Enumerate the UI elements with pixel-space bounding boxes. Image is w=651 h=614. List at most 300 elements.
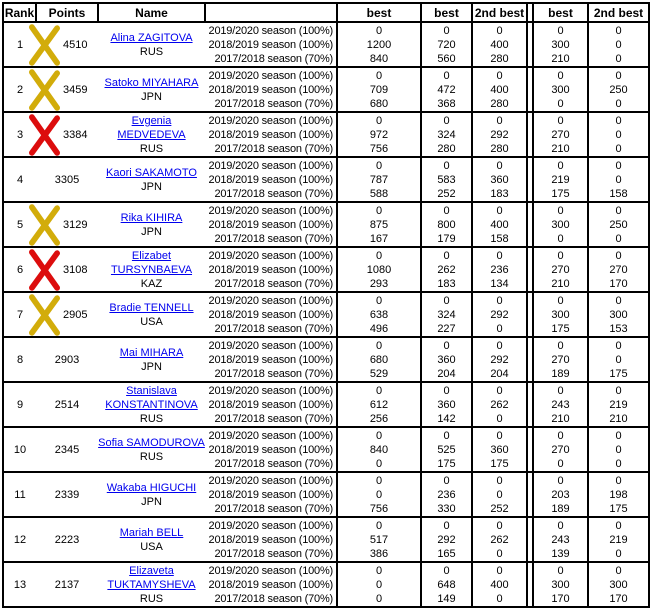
score-value: 680 [369, 353, 389, 366]
second-best-cell-1 [472, 292, 527, 337]
score-value: 648 [437, 578, 456, 591]
skater-link[interactable]: Alina ZAGITOVA [110, 31, 193, 44]
country-code: JPN [141, 495, 162, 508]
score-value: 588 [369, 187, 389, 200]
score-value: 189 [551, 367, 570, 380]
points-value: 4510 [63, 38, 88, 51]
score-value: 400 [490, 218, 509, 231]
best-cell-1 [337, 202, 421, 247]
score-value: 0 [615, 142, 622, 155]
score-value: 0 [615, 232, 622, 245]
season-cell [205, 112, 337, 157]
score-value: 0 [375, 457, 383, 470]
points-value: 2137 [54, 578, 80, 591]
second-best-cell-2 [588, 22, 649, 67]
score-value: 0 [443, 69, 450, 82]
score-value: 0 [375, 24, 383, 37]
score-value: 0 [615, 564, 622, 577]
rank-cell: 6 [3, 247, 36, 292]
best-cell-1 [337, 67, 421, 112]
score-value: 175 [490, 457, 509, 470]
score-value: 142 [437, 412, 456, 425]
season-label: 2017/2018 season (70%) [214, 547, 333, 560]
best-cell-3 [533, 67, 588, 112]
score-value: 0 [557, 159, 564, 172]
season-cell [205, 22, 337, 67]
second-best-header-1: 2nd best [472, 3, 527, 22]
skater-link[interactable]: Elizabet TURSYNBAEVA [110, 249, 193, 276]
country-code: JPN [141, 180, 162, 193]
second-best-cell-2 [588, 517, 649, 562]
second-best-cell-2 [588, 382, 649, 427]
table-row [3, 562, 649, 607]
season-label: 2017/2018 season (70%) [214, 457, 333, 470]
best-cell-1 [337, 472, 421, 517]
best-cell-2 [421, 67, 472, 112]
best-cell-2 [421, 202, 472, 247]
points-cell [36, 382, 98, 427]
score-value: 175 [437, 457, 456, 470]
season-label: 2018/2019 season (100%) [208, 173, 333, 186]
table-row [3, 112, 649, 157]
score-value: 183 [490, 187, 509, 200]
season-label: 2017/2018 season (70%) [214, 97, 333, 110]
second-best-cell-1 [472, 112, 527, 157]
score-value: 0 [375, 384, 383, 397]
score-value: 270 [551, 353, 570, 366]
name-cell [98, 517, 205, 562]
season-label: 2018/2019 season (100%) [208, 353, 333, 366]
score-value: 0 [615, 384, 622, 397]
score-value: 210 [551, 277, 570, 290]
second-best-cell-2 [588, 427, 649, 472]
score-value: 0 [443, 519, 450, 532]
score-value: 0 [496, 488, 503, 501]
second-best-cell-2 [588, 292, 649, 337]
rank-cell: 11 [3, 472, 36, 517]
country-code: USA [140, 540, 163, 553]
score-value: 0 [443, 249, 450, 262]
score-value: 720 [437, 38, 456, 51]
score-value: 0 [443, 474, 450, 487]
score-value: 0 [496, 69, 503, 82]
season-label: 2019/2020 season (100%) [208, 384, 333, 397]
points-cell [36, 427, 98, 472]
points-value: 3384 [63, 128, 88, 141]
score-value: 270 [551, 263, 570, 276]
best-cell-1 [337, 517, 421, 562]
best-cell-2 [421, 382, 472, 427]
score-value: 0 [557, 457, 564, 470]
score-value: 0 [496, 159, 503, 172]
score-value: 170 [609, 592, 628, 605]
score-value: 243 [551, 533, 570, 546]
best-cell-2 [421, 22, 472, 67]
score-value: 560 [437, 52, 456, 65]
score-value: 0 [615, 429, 622, 442]
season-label: 2019/2020 season (100%) [208, 564, 333, 577]
points-cell [36, 562, 98, 607]
season-label: 2019/2020 season (100%) [208, 24, 333, 37]
skater-link[interactable]: Satoko MIYAHARA [104, 76, 199, 89]
score-value: 179 [437, 232, 456, 245]
skater-link[interactable]: Stanislava KONSTANTINOVA [105, 384, 198, 411]
name-cell [98, 247, 205, 292]
best-cell-3 [533, 382, 588, 427]
score-value: 0 [496, 322, 503, 335]
score-value: 0 [496, 24, 503, 37]
score-value: 183 [437, 277, 456, 290]
rank-cell: 12 [3, 517, 36, 562]
name-cell [98, 22, 205, 67]
score-value: 0 [496, 294, 503, 307]
score-value: 0 [375, 114, 383, 127]
season-label: 2019/2020 season (100%) [208, 339, 333, 352]
second-best-cell-1 [472, 382, 527, 427]
score-value: 170 [551, 592, 570, 605]
score-value: 0 [375, 204, 383, 217]
points-value: 2514 [54, 398, 80, 411]
second-best-cell-1 [472, 157, 527, 202]
score-value: 386 [369, 547, 389, 560]
best-cell-2 [421, 157, 472, 202]
score-value: 175 [609, 502, 628, 515]
score-value: 292 [490, 353, 509, 366]
season-cell [205, 202, 337, 247]
score-value: 0 [375, 69, 383, 82]
score-value: 256 [369, 412, 389, 425]
score-value: 0 [375, 578, 383, 591]
score-value: 0 [615, 114, 622, 127]
score-value: 292 [437, 533, 456, 546]
second-best-cell-2 [588, 562, 649, 607]
rank-cell: 8 [3, 337, 36, 382]
score-value: 638 [369, 308, 389, 321]
points-value: 2223 [54, 533, 80, 546]
points-cell [36, 112, 98, 157]
score-value: 243 [551, 398, 570, 411]
score-value: 324 [437, 128, 456, 141]
best-cell-3 [533, 427, 588, 472]
country-code: USA [140, 315, 163, 328]
score-value: 210 [609, 412, 628, 425]
points-value: 3305 [54, 173, 80, 186]
score-value: 175 [551, 187, 570, 200]
name-header: Name [98, 3, 205, 22]
season-cell [205, 337, 337, 382]
season-label: 2019/2020 season (100%) [208, 429, 333, 442]
name-cell [98, 112, 205, 157]
score-value: 0 [557, 114, 564, 127]
score-value: 0 [557, 474, 564, 487]
score-value: 0 [443, 564, 450, 577]
skater-link[interactable]: Kaori SAKAMOTO [106, 166, 197, 179]
score-value: 0 [615, 457, 622, 470]
score-value: 787 [369, 173, 389, 186]
season-label: 2018/2019 season (100%) [208, 83, 333, 96]
season-label: 2018/2019 season (100%) [208, 398, 333, 411]
score-value: 262 [490, 533, 509, 546]
table-row [3, 67, 649, 112]
points-value: 3459 [63, 83, 88, 96]
score-value: 0 [557, 249, 564, 262]
score-value: 0 [557, 384, 564, 397]
score-value: 0 [615, 294, 622, 307]
score-value: 0 [496, 474, 503, 487]
points-cell [36, 292, 98, 337]
score-value: 300 [551, 218, 570, 231]
score-value: 330 [437, 502, 456, 515]
country-code: RUS [139, 412, 164, 425]
score-value: 525 [437, 443, 456, 456]
best-cell-3 [533, 247, 588, 292]
score-value: 0 [496, 519, 503, 532]
score-value: 0 [496, 547, 503, 560]
rank-cell: 9 [3, 382, 36, 427]
score-value: 300 [551, 38, 570, 51]
season-label: 2017/2018 season (70%) [214, 322, 333, 335]
header-row [3, 3, 649, 22]
country-code: RUS [139, 450, 164, 463]
country-code: JPN [141, 360, 162, 373]
score-value: 270 [551, 128, 570, 141]
best-cell-1 [337, 382, 421, 427]
name-cell [98, 382, 205, 427]
score-value: 0 [615, 128, 622, 141]
score-value: 300 [551, 578, 570, 591]
skater-link[interactable]: Mai MIHARA [119, 346, 184, 359]
season-cell [205, 562, 337, 607]
season-label: 2018/2019 season (100%) [208, 263, 333, 276]
season-label: 2018/2019 season (100%) [208, 488, 333, 501]
score-value: 0 [557, 519, 564, 532]
score-value: 0 [496, 204, 503, 217]
skater-link[interactable]: Elizaveta TUKTAMYSHEVA [107, 564, 196, 591]
score-value: 0 [557, 339, 564, 352]
season-label: 2017/2018 season (70%) [214, 142, 333, 155]
score-value: 0 [375, 474, 383, 487]
country-code: JPN [141, 225, 162, 238]
best-header-2: best [421, 3, 472, 22]
score-value: 0 [557, 204, 564, 217]
score-value: 0 [375, 519, 383, 532]
score-value: 210 [551, 52, 570, 65]
score-value: 280 [437, 142, 456, 155]
score-value: 280 [490, 142, 509, 155]
score-value: 0 [496, 339, 503, 352]
rank-cell: 4 [3, 157, 36, 202]
score-value: 300 [609, 578, 628, 591]
season-cell [205, 427, 337, 472]
score-value: 0 [496, 249, 503, 262]
table-row [3, 337, 649, 382]
season-cell [205, 382, 337, 427]
best-cell-2 [421, 517, 472, 562]
best-header-3: best [533, 3, 588, 22]
score-value: 0 [375, 294, 383, 307]
score-value: 0 [615, 519, 622, 532]
score-value: 250 [609, 218, 628, 231]
score-value: 250 [609, 83, 628, 96]
score-value: 134 [490, 277, 509, 290]
score-value: 1200 [366, 38, 392, 51]
best-cell-1 [337, 112, 421, 157]
season-label: 2019/2020 season (100%) [208, 294, 333, 307]
skater-link[interactable]: Mariah BELL [119, 526, 184, 539]
points-cell [36, 472, 98, 517]
score-value: 219 [609, 398, 628, 411]
skater-link[interactable]: Evgenia MEDVEDEVA [117, 114, 186, 141]
season-label: 2019/2020 season (100%) [208, 249, 333, 262]
season-label: 2017/2018 season (70%) [214, 232, 333, 245]
score-value: 175 [551, 322, 570, 335]
best-cell-3 [533, 202, 588, 247]
name-cell [98, 427, 205, 472]
season-label: 2017/2018 season (70%) [214, 367, 333, 380]
rank-cell: 3 [3, 112, 36, 157]
season-label: 2019/2020 season (100%) [208, 519, 333, 532]
points-value: 3108 [63, 263, 88, 276]
season-label: 2019/2020 season (100%) [208, 69, 333, 82]
score-value: 840 [369, 52, 389, 65]
rank-header: Rank [3, 3, 36, 22]
season-label: 2018/2019 season (100%) [208, 308, 333, 321]
best-cell-3 [533, 517, 588, 562]
score-value: 400 [490, 83, 509, 96]
score-value: 0 [496, 564, 503, 577]
best-cell-2 [421, 472, 472, 517]
points-value: 2339 [54, 488, 80, 501]
score-value: 0 [615, 443, 622, 456]
season-label: 2018/2019 season (100%) [208, 533, 333, 546]
season-cell [205, 472, 337, 517]
score-value: 262 [437, 263, 456, 276]
table-row [3, 247, 649, 292]
score-value: 236 [490, 263, 509, 276]
points-cell [36, 337, 98, 382]
skater-link[interactable]: Wakaba HIGUCHI [106, 481, 197, 494]
table-row [3, 157, 649, 202]
score-value: 680 [369, 97, 389, 110]
name-cell [98, 337, 205, 382]
score-value: 0 [443, 339, 450, 352]
name-cell [98, 472, 205, 517]
score-value: 0 [615, 173, 622, 186]
score-value: 400 [490, 38, 509, 51]
score-value: 158 [490, 232, 509, 245]
score-value: 583 [437, 173, 456, 186]
score-value: 517 [369, 533, 389, 546]
best-cell-3 [533, 112, 588, 157]
season-label: 2019/2020 season (100%) [208, 474, 333, 487]
score-value: 167 [369, 232, 389, 245]
score-value: 0 [375, 592, 383, 605]
score-value: 360 [490, 173, 509, 186]
points-value: 2345 [54, 443, 80, 456]
score-value: 0 [375, 488, 383, 501]
points-cell [36, 67, 98, 112]
second-best-cell-2 [588, 472, 649, 517]
score-value: 709 [369, 83, 389, 96]
score-value: 0 [496, 384, 503, 397]
season-cell [205, 157, 337, 202]
best-cell-2 [421, 427, 472, 472]
score-value: 293 [369, 277, 389, 290]
points-cell [36, 517, 98, 562]
best-header-1: best [337, 3, 421, 22]
score-value: 0 [375, 249, 383, 262]
season-label: 2019/2020 season (100%) [208, 114, 333, 127]
season-label: 2017/2018 season (70%) [214, 592, 333, 605]
score-value: 300 [609, 308, 628, 321]
second-best-cell-1 [472, 517, 527, 562]
score-value: 0 [443, 159, 450, 172]
best-cell-2 [421, 112, 472, 157]
best-cell-3 [533, 292, 588, 337]
score-value: 0 [615, 97, 622, 110]
score-value: 227 [437, 322, 456, 335]
season-label: 2019/2020 season (100%) [208, 204, 333, 217]
score-value: 529 [369, 367, 389, 380]
score-value: 0 [443, 294, 450, 307]
score-value: 149 [437, 592, 456, 605]
second-best-cell-2 [588, 202, 649, 247]
score-value: 0 [443, 114, 450, 127]
score-value: 0 [615, 69, 622, 82]
score-value: 270 [609, 263, 628, 276]
best-cell-3 [533, 562, 588, 607]
second-best-cell-1 [472, 22, 527, 67]
score-value: 875 [369, 218, 389, 231]
best-cell-3 [533, 472, 588, 517]
score-value: 0 [557, 294, 564, 307]
score-value: 219 [609, 533, 628, 546]
second-best-cell-1 [472, 67, 527, 112]
score-value: 612 [369, 398, 389, 411]
score-value: 0 [496, 412, 503, 425]
name-cell [98, 202, 205, 247]
score-value: 496 [369, 322, 389, 335]
table-row [3, 202, 649, 247]
score-value: 252 [490, 502, 509, 515]
season-label: 2017/2018 season (70%) [214, 52, 333, 65]
score-value: 292 [490, 128, 509, 141]
skater-link[interactable]: Rika KIHIRA [120, 211, 183, 224]
country-code: RUS [139, 142, 164, 155]
score-value: 280 [490, 97, 509, 110]
season-label: 2019/2020 season (100%) [208, 159, 333, 172]
skater-link[interactable]: Bradie TENNELL [109, 301, 194, 314]
best-cell-2 [421, 337, 472, 382]
score-value: 170 [609, 277, 628, 290]
name-cell [98, 67, 205, 112]
season-label: 2017/2018 season (70%) [214, 187, 333, 200]
best-cell-2 [421, 247, 472, 292]
score-value: 1080 [366, 263, 392, 276]
season-header [205, 3, 337, 22]
score-value: 262 [490, 398, 509, 411]
best-cell-1 [337, 157, 421, 202]
second-best-cell-1 [472, 472, 527, 517]
skater-link[interactable]: Sofia SAMODUROVA [98, 436, 205, 449]
best-cell-3 [533, 157, 588, 202]
second-best-cell-1 [472, 337, 527, 382]
score-value: 360 [437, 353, 456, 366]
best-cell-3 [533, 337, 588, 382]
points-value: 3129 [63, 218, 88, 231]
score-value: 0 [375, 429, 383, 442]
score-value: 252 [437, 187, 456, 200]
